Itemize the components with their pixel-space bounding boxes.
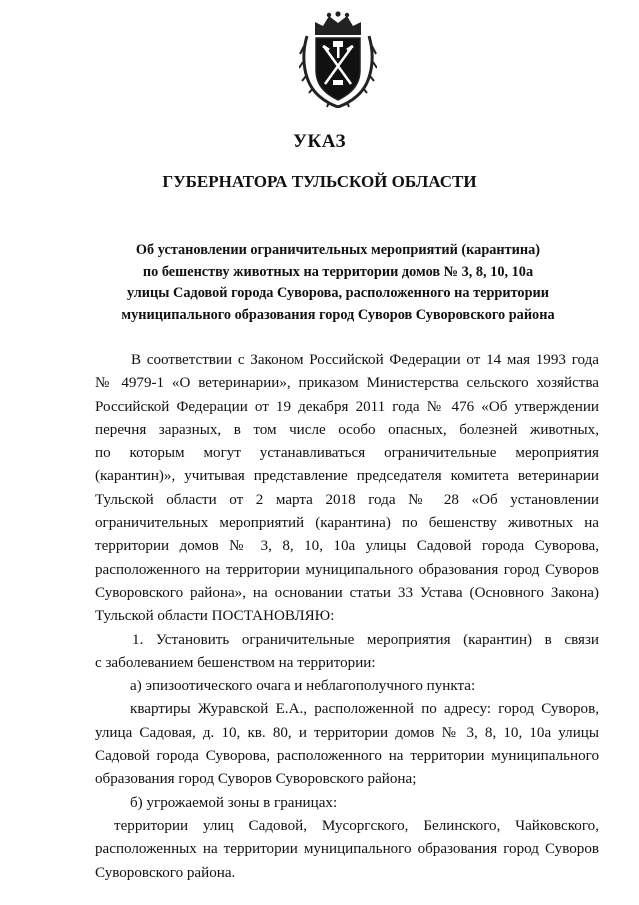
body-line: образования город Суворов Суворовского района; [95, 771, 417, 788]
body-line: территории домов № 3, 8, 10, 10а улицы Садовой города Суворова, [95, 538, 599, 555]
clause-1-line: 1. Установить ограничительные мероприятия (карантин) в связи [132, 631, 599, 648]
decree-body [95, 349, 599, 885]
body-line: по которым могут устанавливаться ограничительные мероприятия [95, 445, 599, 462]
body-line: В соответствии с Законом Российской Федерации от 14 мая 1993 года [131, 352, 599, 368]
body-line: расположенных на территории муниципального образования город Суворов [95, 841, 599, 858]
body-line: Суворовского района. [95, 864, 236, 881]
body-line: расположенного на территории муниципального образования город Суворов [95, 561, 599, 578]
body-line: Садовой города Суворова, расположенного на территории муниципального [95, 748, 599, 765]
body-line: улица Садовая, д. 10, кв. 80, и территории домов № 3, 8, 10, 10а улицы [95, 724, 599, 741]
body-line: перечня заразных, в том числе особо опасных, болезней животных, [95, 421, 599, 438]
body-line: территории улиц Садовой, Мусоргского, Белинского, Чайковского, [114, 817, 599, 834]
subject-line: улицы Садовой города Суворова, расположенного на территории [126, 285, 550, 301]
body-line: с заболеванием бешенством на территории: [95, 654, 376, 671]
body-line: (карантин)», учитывая представление председателя комитета ветеринарии [95, 468, 599, 485]
body-line: Суворовского района», на основании статьи 33 Устава (Основного Закона) [95, 584, 599, 601]
decree-subject [60, 240, 616, 326]
decree-title: УКАЗ [293, 131, 346, 152]
subject-line: Об установлении ограничительных мероприятий (карантина) [135, 242, 541, 258]
body-line: ограничительных мероприятий (карантина) по бешенству животных на [95, 515, 599, 532]
body-line: Тульской области ПОСТАНОВЛЯЮ: [95, 608, 335, 625]
body-line: № 4979-1 «О ветеринарии», приказом Министерства сельского хозяйства [95, 375, 599, 392]
subclause-b-line: б) угрожаемой зоны в границах: [130, 794, 338, 811]
decree-subtitle: ГУБЕРНАТОРА ТУЛЬСКОЙ ОБЛАСТИ [162, 172, 477, 191]
body-line: Тульской области от 2 марта 2018 года № 28 «Об установлении [95, 491, 599, 508]
coat-of-arms-emblem [299, 10, 377, 108]
subject-line: муниципального образования город Суворов Суворовского района [121, 306, 555, 323]
subject-line: по бешенству животных на территории домов № 3, 8, 10, 10а [142, 263, 534, 280]
body-line: квартиры Журавской Е.А., расположенной по адресу: город Суворов, [130, 701, 599, 718]
subclause-a-line: а) эпизоотического очага и неблагополучного пункта: [130, 678, 476, 695]
body-line: Российской Федерации от 19 декабря 2011 года № 476 «Об утверждении [95, 398, 599, 415]
